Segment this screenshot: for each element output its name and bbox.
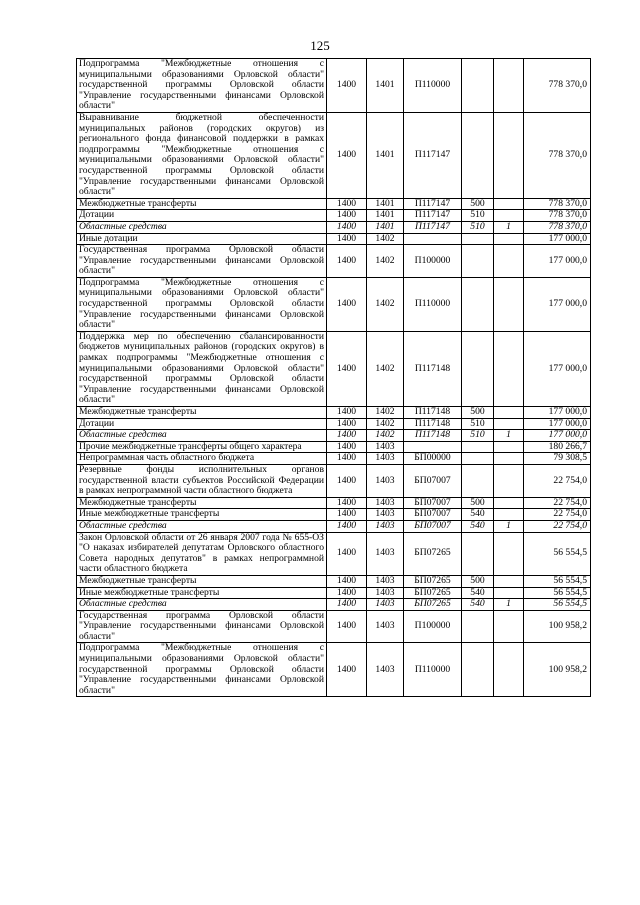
table-row bbox=[77, 599, 591, 611]
expense-type-cell: 510 bbox=[462, 210, 494, 222]
subsection-code-cell: 1401 bbox=[367, 59, 404, 113]
section-code-cell: 1400 bbox=[327, 233, 367, 245]
funding-source-cell bbox=[494, 587, 524, 599]
funding-source-cell bbox=[494, 233, 524, 245]
amount-cell: 778 370,0 bbox=[524, 112, 591, 198]
table-row bbox=[77, 441, 591, 453]
subsection-code-cell: 1403 bbox=[367, 441, 404, 453]
funding-source-cell bbox=[494, 418, 524, 430]
target-article-cell: БП00000 bbox=[404, 453, 462, 465]
expense-type-cell: 500 bbox=[462, 198, 494, 210]
expense-type-cell: 500 bbox=[462, 497, 494, 509]
target-article-cell: П110000 bbox=[404, 59, 462, 113]
amount-cell: 79 308,5 bbox=[524, 453, 591, 465]
row-name-cell: Иные межбюджетные трансферты bbox=[77, 509, 327, 521]
row-name-cell: Областные средства bbox=[77, 599, 327, 611]
expense-type-cell bbox=[462, 532, 494, 575]
target-article-cell bbox=[404, 441, 462, 453]
row-name-cell: Иные межбюджетные трансферты bbox=[77, 587, 327, 599]
amount-cell: 177 000,0 bbox=[524, 245, 591, 278]
funding-source-cell bbox=[494, 441, 524, 453]
row-name-cell: Государственная программа Орловской области "Управление государственными финансами Орловской области" bbox=[77, 610, 327, 643]
row-name-cell: Дотации bbox=[77, 418, 327, 430]
expense-type-cell bbox=[462, 59, 494, 113]
expense-type-cell bbox=[462, 464, 494, 497]
section-code-cell: 1400 bbox=[327, 331, 367, 406]
amount-cell: 56 554,5 bbox=[524, 532, 591, 575]
table-row bbox=[77, 464, 591, 497]
table-row bbox=[77, 210, 591, 222]
row-name-cell: Государственная программа Орловской области "Управление государственными финансами Орловской области" bbox=[77, 245, 327, 278]
subsection-code-cell: 1403 bbox=[367, 520, 404, 532]
table-row bbox=[77, 575, 591, 587]
subsection-code-cell: 1402 bbox=[367, 277, 404, 331]
row-name-cell: Межбюджетные трансферты bbox=[77, 198, 327, 210]
row-name-cell: Межбюджетные трансферты bbox=[77, 497, 327, 509]
page-number: 125 bbox=[310, 38, 330, 53]
section-code-cell: 1400 bbox=[327, 599, 367, 611]
funding-source-cell bbox=[494, 59, 524, 113]
amount-cell: 22 754,0 bbox=[524, 509, 591, 521]
funding-source-cell bbox=[494, 198, 524, 210]
amount-cell: 177 000,0 bbox=[524, 407, 591, 419]
subsection-code-cell: 1401 bbox=[367, 198, 404, 210]
subsection-code-cell: 1403 bbox=[367, 643, 404, 697]
section-code-cell: 1400 bbox=[327, 587, 367, 599]
target-article-cell: П117147 bbox=[404, 112, 462, 198]
amount-cell: 177 000,0 bbox=[524, 277, 591, 331]
amount-cell: 100 958,2 bbox=[524, 643, 591, 697]
target-article-cell: БП07265 bbox=[404, 587, 462, 599]
funding-source-cell bbox=[494, 277, 524, 331]
amount-cell: 177 000,0 bbox=[524, 430, 591, 442]
table-row bbox=[77, 277, 591, 331]
expense-type-cell: 500 bbox=[462, 575, 494, 587]
amount-cell: 177 000,0 bbox=[524, 418, 591, 430]
subsection-code-cell: 1402 bbox=[367, 331, 404, 406]
expense-type-cell bbox=[462, 245, 494, 278]
table-body bbox=[77, 59, 591, 697]
table-row bbox=[77, 198, 591, 210]
subsection-code-cell: 1403 bbox=[367, 532, 404, 575]
row-name-cell: Межбюджетные трансферты bbox=[77, 407, 327, 419]
expense-type-cell bbox=[462, 112, 494, 198]
expense-type-cell bbox=[462, 441, 494, 453]
row-name-cell: Межбюджетные трансферты bbox=[77, 575, 327, 587]
amount-cell: 22 754,0 bbox=[524, 497, 591, 509]
expense-type-cell bbox=[462, 233, 494, 245]
row-name-cell: Областные средства bbox=[77, 430, 327, 442]
subsection-code-cell: 1403 bbox=[367, 575, 404, 587]
funding-source-cell bbox=[494, 245, 524, 278]
row-name-cell: Непрограммная часть областного бюджета bbox=[77, 453, 327, 465]
table-row bbox=[77, 587, 591, 599]
section-code-cell: 1400 bbox=[327, 418, 367, 430]
funding-source-cell bbox=[494, 610, 524, 643]
subsection-code-cell: 1403 bbox=[367, 587, 404, 599]
funding-source-cell bbox=[494, 532, 524, 575]
subsection-code-cell: 1403 bbox=[367, 610, 404, 643]
target-article-cell: БП07265 bbox=[404, 532, 462, 575]
expense-type-cell: 510 bbox=[462, 418, 494, 430]
section-code-cell: 1400 bbox=[327, 112, 367, 198]
funding-source-cell bbox=[494, 575, 524, 587]
table-row bbox=[77, 407, 591, 419]
target-article-cell bbox=[404, 233, 462, 245]
amount-cell: 56 554,5 bbox=[524, 575, 591, 587]
section-code-cell: 1400 bbox=[327, 277, 367, 331]
amount-cell: 778 370,0 bbox=[524, 198, 591, 210]
target-article-cell: П100000 bbox=[404, 245, 462, 278]
target-article-cell: БП07007 bbox=[404, 520, 462, 532]
table-row bbox=[77, 453, 591, 465]
section-code-cell: 1400 bbox=[327, 221, 367, 233]
funding-source-cell: 1 bbox=[494, 430, 524, 442]
table-row bbox=[77, 643, 591, 697]
amount-cell: 778 370,0 bbox=[524, 210, 591, 222]
target-article-cell: П117147 bbox=[404, 210, 462, 222]
section-code-cell: 1400 bbox=[327, 441, 367, 453]
table-row bbox=[77, 112, 591, 198]
subsection-code-cell: 1403 bbox=[367, 464, 404, 497]
subsection-code-cell: 1402 bbox=[367, 430, 404, 442]
subsection-code-cell: 1403 bbox=[367, 599, 404, 611]
subsection-code-cell: 1402 bbox=[367, 245, 404, 278]
target-article-cell: П110000 bbox=[404, 277, 462, 331]
table-row bbox=[77, 532, 591, 575]
target-article-cell: П117148 bbox=[404, 418, 462, 430]
table-row bbox=[77, 497, 591, 509]
expense-type-cell: 540 bbox=[462, 520, 494, 532]
target-article-cell: БП07265 bbox=[404, 575, 462, 587]
expense-type-cell: 510 bbox=[462, 430, 494, 442]
subsection-code-cell: 1403 bbox=[367, 497, 404, 509]
section-code-cell: 1400 bbox=[327, 464, 367, 497]
amount-cell: 56 554,5 bbox=[524, 587, 591, 599]
row-name-cell: Выравнивание бюджетной обеспеченности муниципальных районов (городских округов) из регионального фонда финансовой поддержки в рамках подпрограммы "Межбюджетные отношения с муниципальными образованиями Орловской области" государственной программы Орловской области "Управление государственными финансами Орловской области" bbox=[77, 112, 327, 198]
amount-cell: 177 000,0 bbox=[524, 233, 591, 245]
budget-table bbox=[76, 58, 591, 697]
target-article-cell: П117148 bbox=[404, 331, 462, 406]
target-article-cell: П117147 bbox=[404, 221, 462, 233]
target-article-cell: БП07007 bbox=[404, 464, 462, 497]
amount-cell: 778 370,0 bbox=[524, 221, 591, 233]
funding-source-cell bbox=[494, 112, 524, 198]
subsection-code-cell: 1402 bbox=[367, 407, 404, 419]
expense-type-cell: 540 bbox=[462, 599, 494, 611]
table-row bbox=[77, 509, 591, 521]
funding-source-cell bbox=[494, 210, 524, 222]
section-code-cell: 1400 bbox=[327, 610, 367, 643]
row-name-cell: Подпрограмма "Межбюджетные отношения с муниципальными образованиями Орловской области" государственной программы Орловской области "Управление государственными финансами Орловской области" bbox=[77, 59, 327, 113]
funding-source-cell: 1 bbox=[494, 599, 524, 611]
section-code-cell: 1400 bbox=[327, 643, 367, 697]
row-name-cell: Подпрограмма "Межбюджетные отношения с муниципальными образованиями Орловской области" государственной программы Орловской области "Управление государственными финансами Орловской области" bbox=[77, 643, 327, 697]
target-article-cell: П117147 bbox=[404, 198, 462, 210]
funding-source-cell bbox=[494, 453, 524, 465]
table-row bbox=[77, 245, 591, 278]
section-code-cell: 1400 bbox=[327, 430, 367, 442]
row-name-cell: Иные дотации bbox=[77, 233, 327, 245]
table-row bbox=[77, 221, 591, 233]
row-name-cell: Дотации bbox=[77, 210, 327, 222]
subsection-code-cell: 1401 bbox=[367, 112, 404, 198]
section-code-cell: 1400 bbox=[327, 198, 367, 210]
section-code-cell: 1400 bbox=[327, 245, 367, 278]
section-code-cell: 1400 bbox=[327, 509, 367, 521]
row-name-cell: Поддержка мер по обеспечению сбалансированности бюджетов муниципальных районов (городских округов) в рамках подпрограммы "Межбюджетные отношения с муниципальными образованиями Орловской области" государственной программы Орловской области "Управление государственными финансами Орловской области" bbox=[77, 331, 327, 406]
amount-cell: 100 958,2 bbox=[524, 610, 591, 643]
subsection-code-cell: 1401 bbox=[367, 210, 404, 222]
expense-type-cell bbox=[462, 331, 494, 406]
section-code-cell: 1400 bbox=[327, 497, 367, 509]
funding-source-cell bbox=[494, 407, 524, 419]
amount-cell: 56 554,5 bbox=[524, 599, 591, 611]
section-code-cell: 1400 bbox=[327, 575, 367, 587]
target-article-cell: БП07007 bbox=[404, 509, 462, 521]
section-code-cell: 1400 bbox=[327, 210, 367, 222]
row-name-cell: Закон Орловской области от 26 января 2007 года № 655-ОЗ "О наказах избирателей депутатам Орловского областного Совета народных депутатов" в рамках непрограммной части областного бюджета bbox=[77, 532, 327, 575]
table-row bbox=[77, 610, 591, 643]
expense-type-cell: 540 bbox=[462, 509, 494, 521]
expense-type-cell bbox=[462, 610, 494, 643]
amount-cell: 177 000,0 bbox=[524, 331, 591, 406]
expense-type-cell: 510 bbox=[462, 221, 494, 233]
expense-type-cell: 500 bbox=[462, 407, 494, 419]
amount-cell: 180 266,7 bbox=[524, 441, 591, 453]
table-row bbox=[77, 418, 591, 430]
target-article-cell: БП07007 bbox=[404, 497, 462, 509]
row-name-cell: Резервные фонды исполнительных органов государственной власти субъектов Российской Федерации в рамках непрограммной части областного бюджета bbox=[77, 464, 327, 497]
table-row bbox=[77, 520, 591, 532]
subsection-code-cell: 1402 bbox=[367, 418, 404, 430]
subsection-code-cell: 1403 bbox=[367, 509, 404, 521]
table-row bbox=[77, 233, 591, 245]
expense-type-cell bbox=[462, 453, 494, 465]
funding-source-cell bbox=[494, 331, 524, 406]
funding-source-cell bbox=[494, 464, 524, 497]
funding-source-cell: 1 bbox=[494, 221, 524, 233]
target-article-cell: П100000 bbox=[404, 610, 462, 643]
section-code-cell: 1400 bbox=[327, 59, 367, 113]
target-article-cell: БП07265 bbox=[404, 599, 462, 611]
section-code-cell: 1400 bbox=[327, 532, 367, 575]
target-article-cell: П117148 bbox=[404, 430, 462, 442]
funding-source-cell: 1 bbox=[494, 520, 524, 532]
row-name-cell: Подпрограмма "Межбюджетные отношения с муниципальными образованиями Орловской области" государственной программы Орловской области "Управление государственными финансами Орловской области" bbox=[77, 277, 327, 331]
section-code-cell: 1400 bbox=[327, 520, 367, 532]
funding-source-cell bbox=[494, 509, 524, 521]
amount-cell: 22 754,0 bbox=[524, 520, 591, 532]
row-name-cell: Областные средства bbox=[77, 520, 327, 532]
table-row bbox=[77, 331, 591, 406]
expense-type-cell: 540 bbox=[462, 587, 494, 599]
amount-cell: 22 754,0 bbox=[524, 464, 591, 497]
amount-cell: 778 370,0 bbox=[524, 59, 591, 113]
row-name-cell: Областные средства bbox=[77, 221, 327, 233]
subsection-code-cell: 1402 bbox=[367, 233, 404, 245]
subsection-code-cell: 1403 bbox=[367, 453, 404, 465]
expense-type-cell bbox=[462, 277, 494, 331]
target-article-cell: П110000 bbox=[404, 643, 462, 697]
subsection-code-cell: 1401 bbox=[367, 221, 404, 233]
funding-source-cell bbox=[494, 497, 524, 509]
funding-source-cell bbox=[494, 643, 524, 697]
table-row bbox=[77, 430, 591, 442]
section-code-cell: 1400 bbox=[327, 407, 367, 419]
section-code-cell: 1400 bbox=[327, 453, 367, 465]
target-article-cell: П117148 bbox=[404, 407, 462, 419]
expense-type-cell bbox=[462, 643, 494, 697]
row-name-cell: Прочие межбюджетные трансферты общего характера bbox=[77, 441, 327, 453]
table-row bbox=[77, 59, 591, 113]
